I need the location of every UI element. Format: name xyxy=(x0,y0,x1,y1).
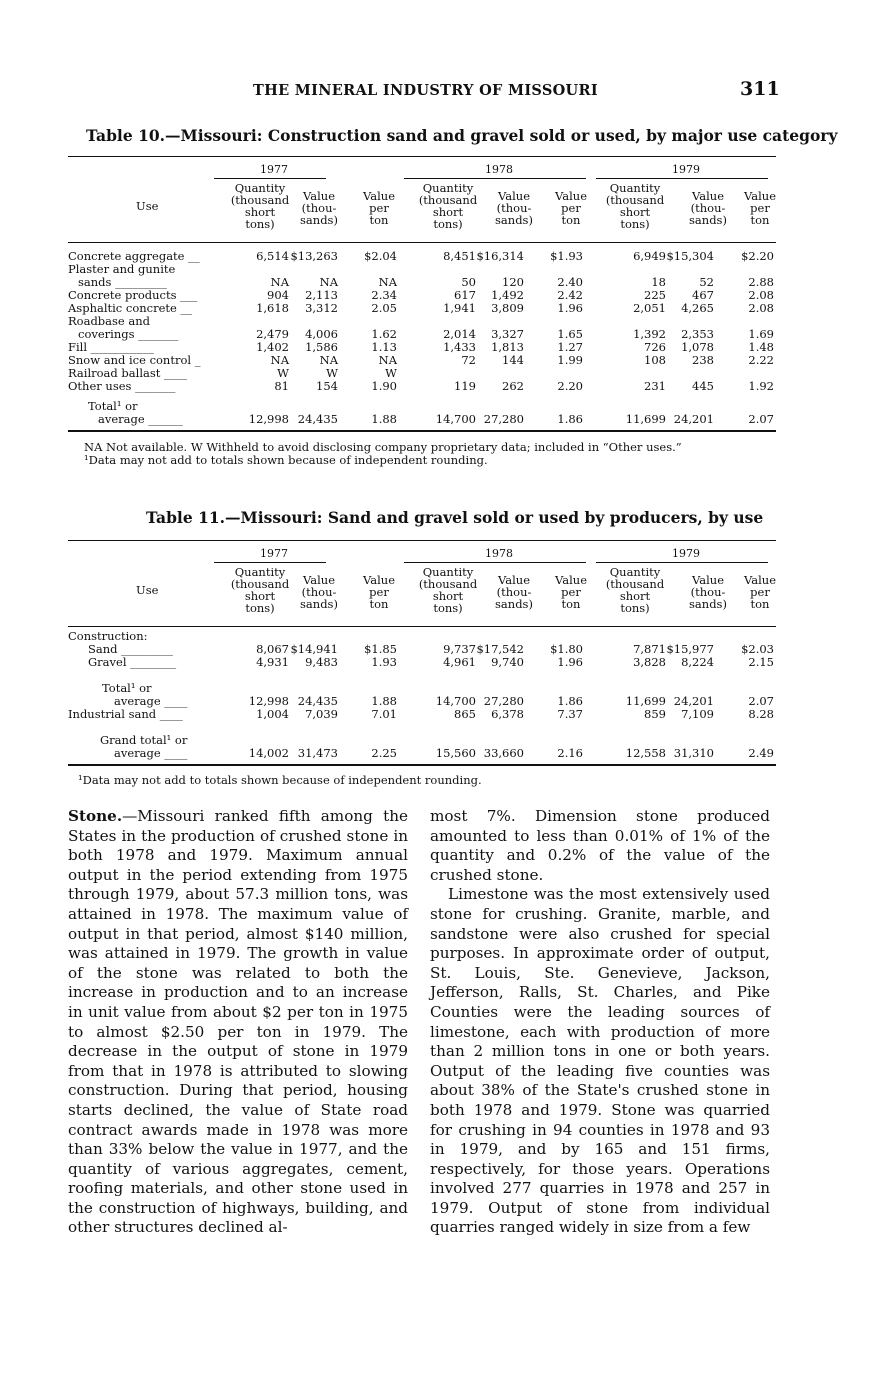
t11-grand-label: average ____ xyxy=(114,746,188,760)
t10-total-cell: 1.88 xyxy=(371,412,397,426)
t10-row-cell: $15,304 xyxy=(666,249,714,263)
t11-subtotal-label: average ____ xyxy=(114,694,188,708)
t10-total-cell: 27,280 xyxy=(483,412,524,426)
t11-row-cell: 7,871 xyxy=(633,642,666,656)
t10-row-cell: 3,312 xyxy=(305,301,338,315)
t10-year-1978: 1978 xyxy=(485,163,513,176)
t10-row-cell: 2,014 xyxy=(443,327,476,341)
t10-col-header: Quantity (thousand short tons) xyxy=(230,181,290,231)
t11-industrial-label: Industrial sand ____ xyxy=(68,707,183,721)
t10-row-cell: 1.48 xyxy=(748,340,774,354)
t10-total-cell: 2.07 xyxy=(748,412,774,426)
t11-bottom-rule xyxy=(68,764,776,766)
t10-row-cell: NA xyxy=(319,353,338,367)
t10-year-rule-1978 xyxy=(404,178,586,179)
t11-header-rule xyxy=(68,626,776,627)
t11-col-header: Value per ton xyxy=(363,573,395,611)
t10-row-cell: $16,314 xyxy=(476,249,524,263)
t10-col-header: Value per ton xyxy=(555,189,587,227)
t10-row-cell: 2.05 xyxy=(371,301,397,315)
t11-row-cell: $1.85 xyxy=(364,642,397,656)
t10-row-label: Asphaltic concrete __ xyxy=(68,301,193,315)
t11-row-cell: $17,542 xyxy=(476,642,524,656)
t10-row-cell: W xyxy=(277,366,289,380)
t10-row-cell: 154 xyxy=(316,379,338,393)
t11-row-cell: 8,224 xyxy=(681,655,714,669)
t11-row-cell: 1.93 xyxy=(371,655,397,669)
t10-total-cell: 1.86 xyxy=(557,412,583,426)
t10-row-cell: 1.99 xyxy=(557,353,583,367)
t10-row-cell: $13,263 xyxy=(290,249,338,263)
t10-row-cell: 120 xyxy=(502,275,524,289)
page-number: 311 xyxy=(740,78,780,100)
t10-row-cell: 2.08 xyxy=(748,288,774,302)
body-paragraph: Stone.—Missouri ranked fifth among the States in the production of crushed stone in both 1978 and 1979. Maximum annual output in the period extending from 1975 through 1979, about 57.3 million tons, was attained in 1978. The maximum value of output in that period, almost $140 million, was attained in 1979. The growth in value of the stone was related to both the increase in production and to an increase in unit value from about $2 per ton in 1975 to almost $2.50 per ton in 1979. The decrease in the output of stone in 1979 from that in 1978 is attributed to slowing construction. During that period, housing starts declined, the value of State road contract awards made in 1978 was more than 33% below the value in 1977, and the quantity of various aggregates, cement, roofing materials, and other stone used in the construction of highways, building, and other structures declined al- xyxy=(68,807,408,1237)
t10-row xyxy=(68,328,776,341)
t11-subtotal-cell: 12,998 xyxy=(248,694,289,708)
t11-row-cell: 1.96 xyxy=(557,655,583,669)
t10-row-cell: 726 xyxy=(644,340,666,354)
t10-row-cell: 4,265 xyxy=(681,301,714,315)
t11-row-cell: 4,931 xyxy=(256,655,289,669)
t11-grand-cell: 15,560 xyxy=(435,746,476,760)
t10-row-label: Railroad ballast ____ xyxy=(68,366,188,380)
t10-row-cell: 262 xyxy=(502,379,524,393)
t10-row-cell: 8,451 xyxy=(443,249,476,263)
t10-col-header: Value (thou- sands) xyxy=(689,189,727,227)
t10-footnote: NA Not available. W Withheld to avoid disclosing company proprietary data; included in “Other uses.” xyxy=(84,440,682,454)
t10-row-cell: 1.65 xyxy=(557,327,583,341)
t11-subtotal-cell: 11,699 xyxy=(625,694,666,708)
t11-col-header: Quantity (thousand short tons) xyxy=(230,565,290,615)
t10-row-label: coverings _______ xyxy=(78,327,179,341)
t10-row-cell: 1.96 xyxy=(557,301,583,315)
t11-col-header: Value per ton xyxy=(744,573,776,611)
t10-row-cell: 2.08 xyxy=(748,301,774,315)
t11-col-header: Quantity (thousand short tons) xyxy=(605,565,665,615)
t10-row-cell: W xyxy=(326,366,338,380)
t10-row-cell: 1.27 xyxy=(557,340,583,354)
t11-subtotal-label: Total¹ or xyxy=(102,681,152,695)
t10-row-cell: NA xyxy=(378,275,397,289)
t11-subtotal-cell: 1.86 xyxy=(557,694,583,708)
t11-row-cell: 4,961 xyxy=(443,655,476,669)
t10-row-cell: 6,514 xyxy=(256,249,289,263)
t11-grand xyxy=(68,747,776,760)
t11-col-header: Value per ton xyxy=(555,573,587,611)
t11-col-header: Value (thou- sands) xyxy=(495,573,533,611)
t11-row-cell: 9,740 xyxy=(491,655,524,669)
t11-row-cell: $1.80 xyxy=(550,642,583,656)
t11-grand-cell: 31,473 xyxy=(297,746,338,760)
t10-row-cell: 445 xyxy=(692,379,714,393)
t10-total-cell: 24,201 xyxy=(673,412,714,426)
t11-grand-cell: 33,660 xyxy=(483,746,524,760)
t10-row-cell: 1.90 xyxy=(371,379,397,393)
t10-row-cell: 1.69 xyxy=(748,327,774,341)
t11-subtotal-cell: 2.07 xyxy=(748,694,774,708)
t10-total-cell: 11,699 xyxy=(625,412,666,426)
t10-row-cell: 2,113 xyxy=(305,288,338,302)
t10-col-header: Quantity (thousand short tons) xyxy=(605,181,665,231)
t10-row-cell: 1,402 xyxy=(256,340,289,354)
t11-row-cell: $2.03 xyxy=(741,642,774,656)
t11-year-1977: 1977 xyxy=(260,547,288,560)
t10-row-cell: $1.93 xyxy=(550,249,583,263)
t10-year-1979: 1979 xyxy=(672,163,700,176)
t11-footnote: ¹Data may not add to totals shown because of independent rounding. xyxy=(78,773,482,787)
t11-grand-cell: 2.25 xyxy=(371,746,397,760)
t10-row-label: Fill ___________ xyxy=(68,340,154,354)
t10-total-cell: 14,700 xyxy=(435,412,476,426)
table-10 xyxy=(68,148,776,468)
t11-industrial-cell: 7.01 xyxy=(371,707,397,721)
t10-col-header: Quantity (thousand short tons) xyxy=(418,181,478,231)
t10-row-cell: 1,078 xyxy=(681,340,714,354)
t10-row-cell: NA xyxy=(270,353,289,367)
t11-industrial-cell: 6,378 xyxy=(491,707,524,721)
t10-header-rule xyxy=(68,242,776,243)
t10-row xyxy=(68,380,776,393)
t10-row-cell: 2.88 xyxy=(748,275,774,289)
t10-row-cell: 467 xyxy=(692,288,714,302)
t10-row-cell: 2,051 xyxy=(633,301,666,315)
t11-industrial-cell: 7,109 xyxy=(681,707,714,721)
t10-row-cell: 1,618 xyxy=(256,301,289,315)
t10-total-cell: 24,435 xyxy=(297,412,338,426)
t10-use-header: Use xyxy=(136,199,159,213)
t10-row-cell: 2,353 xyxy=(681,327,714,341)
t11-row-cell: 8,067 xyxy=(256,642,289,656)
t10-row-cell: 1.92 xyxy=(748,379,774,393)
t10-row-cell: 1,941 xyxy=(443,301,476,315)
t10-total-label: average ______ xyxy=(98,412,183,426)
t11-industrial-cell: 7.37 xyxy=(557,707,583,721)
t10-row-label: Snow and ice control _ xyxy=(68,353,201,367)
t10-row-label: Plaster and gunite xyxy=(68,262,176,276)
t11-use-header: Use xyxy=(136,583,159,597)
t11-year-rule-1977 xyxy=(214,562,326,563)
t10-row-cell: 3,327 xyxy=(491,327,524,341)
t11-row-cell: $15,977 xyxy=(666,642,714,656)
t10-row-cell: 1.62 xyxy=(371,327,397,341)
t10-col-header: Value per ton xyxy=(363,189,395,227)
t10-row-cell: 4,006 xyxy=(305,327,338,341)
t11-industrial-cell: 859 xyxy=(644,707,666,721)
t10-row-cell: 2.34 xyxy=(371,288,397,302)
t10-total xyxy=(68,413,776,426)
t11-row-label: Gravel ________ xyxy=(88,655,177,669)
t11-industrial-cell: 8.28 xyxy=(748,707,774,721)
t10-row-cell: 904 xyxy=(267,288,289,302)
t10-row-cell: NA xyxy=(319,275,338,289)
t10-row xyxy=(68,302,776,315)
t10-col-header: Value (thou- sands) xyxy=(300,189,338,227)
t11-grand-label: Grand total¹ or xyxy=(100,733,188,747)
t10-row-cell: 119 xyxy=(454,379,476,393)
t11-col-header: Value (thou- sands) xyxy=(689,573,727,611)
t10-row-label: sands _________ xyxy=(78,275,167,289)
t10-footnote: ¹Data may not add to totals shown because of independent rounding. xyxy=(84,453,488,467)
t10-row-cell: 1.13 xyxy=(371,340,397,354)
t10-row-cell: 238 xyxy=(692,353,714,367)
t11-industrial xyxy=(68,708,776,721)
t11-row-label: Sand _________ xyxy=(88,642,173,656)
table-10-caption: Table 10.—Missouri: Construction sand and gravel sold or used, by major use category xyxy=(86,126,838,145)
t10-row-cell: 6,949 xyxy=(633,249,666,263)
t10-total-label: Total¹ or xyxy=(88,399,138,413)
t10-row-cell: 2.42 xyxy=(557,288,583,302)
t11-row xyxy=(68,656,776,669)
t11-row-cell: 9,737 xyxy=(443,642,476,656)
t10-row-cell: 1,392 xyxy=(633,327,666,341)
t10-row-cell: 225 xyxy=(644,288,666,302)
body-paragraph: Limestone was the most extensively used stone for crushing. Granite, marble, and sandstone were also crushed for special purposes. In approximate order of output, St. Louis, Ste. Genevieve, Jackson, Jefferson, Ralls, St. Charles, and Pike Counties were the leading sources of limestone, each with production of more than 2 million tons in one or both years. Output of the leading five counties was about 38% of the State's crushed stone in both 1978 and 1979. Stone was quarried for crushing in 94 counties in 1978 and 93 in 1979, and by 165 and 151 firms, respectively, for those years. Operations involved 277 quarries in 1978 and 257 in 1979. Output of stone from individual quarries ranged widely in size from a few xyxy=(430,885,770,1237)
t11-year-rule-1979 xyxy=(596,562,768,563)
t11-row-cell: 9,483 xyxy=(305,655,338,669)
t11-grand-cell: 12,558 xyxy=(625,746,666,760)
t10-year-rule-1979 xyxy=(596,178,768,179)
t10-row-cell: 1,813 xyxy=(491,340,524,354)
t10-row-cell: 52 xyxy=(699,275,714,289)
t11-year-rule-1978 xyxy=(404,562,586,563)
table-11 xyxy=(68,532,776,792)
t10-row-cell: 1,586 xyxy=(305,340,338,354)
t11-subtotal-cell: 14,700 xyxy=(435,694,476,708)
t11-subtotal-cell: 24,435 xyxy=(297,694,338,708)
t10-row-cell: 144 xyxy=(502,353,524,367)
t10-row-cell: 2.20 xyxy=(557,379,583,393)
t10-row-label: Concrete products ___ xyxy=(68,288,198,302)
t11-year-1978: 1978 xyxy=(485,547,513,560)
t10-row-cell: NA xyxy=(378,353,397,367)
t11-row-cell: 3,828 xyxy=(633,655,666,669)
body-column-right xyxy=(430,807,770,1238)
t11-section-label: Construction: xyxy=(68,629,148,643)
t10-row-cell: 18 xyxy=(651,275,666,289)
t11-subtotal-cell: 27,280 xyxy=(483,694,524,708)
t10-row-cell: 1,433 xyxy=(443,340,476,354)
table-11-caption: Table 11.—Missouri: Sand and gravel sold or used by producers, by use xyxy=(146,508,764,527)
t11-col-header: Value (thou- sands) xyxy=(300,573,338,611)
t10-row-cell: 2.40 xyxy=(557,275,583,289)
t11-grand-cell: 2.16 xyxy=(557,746,583,760)
t11-industrial-cell: 1,004 xyxy=(256,707,289,721)
t10-year-rule-1977 xyxy=(214,178,326,179)
t10-row-cell: 617 xyxy=(454,288,476,302)
t10-row-cell: 231 xyxy=(644,379,666,393)
body-column-left xyxy=(68,807,408,1238)
t11-subtotal-cell: 1.88 xyxy=(371,694,397,708)
t10-row-label: Roadbase and xyxy=(68,314,151,328)
section-lead: Stone. xyxy=(68,807,123,825)
t11-row-cell: 2.15 xyxy=(748,655,774,669)
t10-year-1977: 1977 xyxy=(260,163,288,176)
t11-year-1979: 1979 xyxy=(672,547,700,560)
t10-top-rule xyxy=(68,156,776,157)
t10-total-cell: 12,998 xyxy=(248,412,289,426)
t10-row-cell: 50 xyxy=(461,275,476,289)
t10-row-cell: 81 xyxy=(274,379,289,393)
t10-row-cell: 2,479 xyxy=(256,327,289,341)
t10-col-header: Value (thou- sands) xyxy=(495,189,533,227)
t10-row-cell: 2.22 xyxy=(748,353,774,367)
t10-row-cell: 72 xyxy=(461,353,476,367)
t11-grand-cell: 31,310 xyxy=(673,746,714,760)
running-head-title: THE MINERAL INDUSTRY OF MISSOURI xyxy=(253,82,598,99)
t10-bottom-rule xyxy=(68,430,776,432)
t11-row-cell: $14,941 xyxy=(290,642,338,656)
t10-row-cell: NA xyxy=(270,275,289,289)
t10-row-cell: $2.04 xyxy=(364,249,397,263)
body-paragraph: most 7%. Dimension stone produced amounted to less than 0.01% of 1% of the quantity and 0.2% of the value of the crushed stone. xyxy=(430,807,770,884)
t10-row-cell: 108 xyxy=(644,353,666,367)
t10-row xyxy=(68,263,776,276)
t11-industrial-cell: 865 xyxy=(454,707,476,721)
t10-row-cell: W xyxy=(385,366,397,380)
t11-grand-cell: 2.49 xyxy=(748,746,774,760)
t11-top-rule xyxy=(68,540,776,541)
t10-row-label: Other uses _______ xyxy=(68,379,176,393)
t11-grand-cell: 14,002 xyxy=(248,746,289,760)
t11-col-header: Quantity (thousand short tons) xyxy=(418,565,478,615)
t10-row-cell: 3,809 xyxy=(491,301,524,315)
t10-row-label: Concrete aggregate __ xyxy=(68,249,200,263)
t11-subtotal-cell: 24,201 xyxy=(673,694,714,708)
t10-row-cell: $2.20 xyxy=(741,249,774,263)
t10-col-header: Value per ton xyxy=(744,189,776,227)
running-head xyxy=(0,78,871,104)
t10-row-cell: 1,492 xyxy=(491,288,524,302)
t11-industrial-cell: 7,039 xyxy=(305,707,338,721)
